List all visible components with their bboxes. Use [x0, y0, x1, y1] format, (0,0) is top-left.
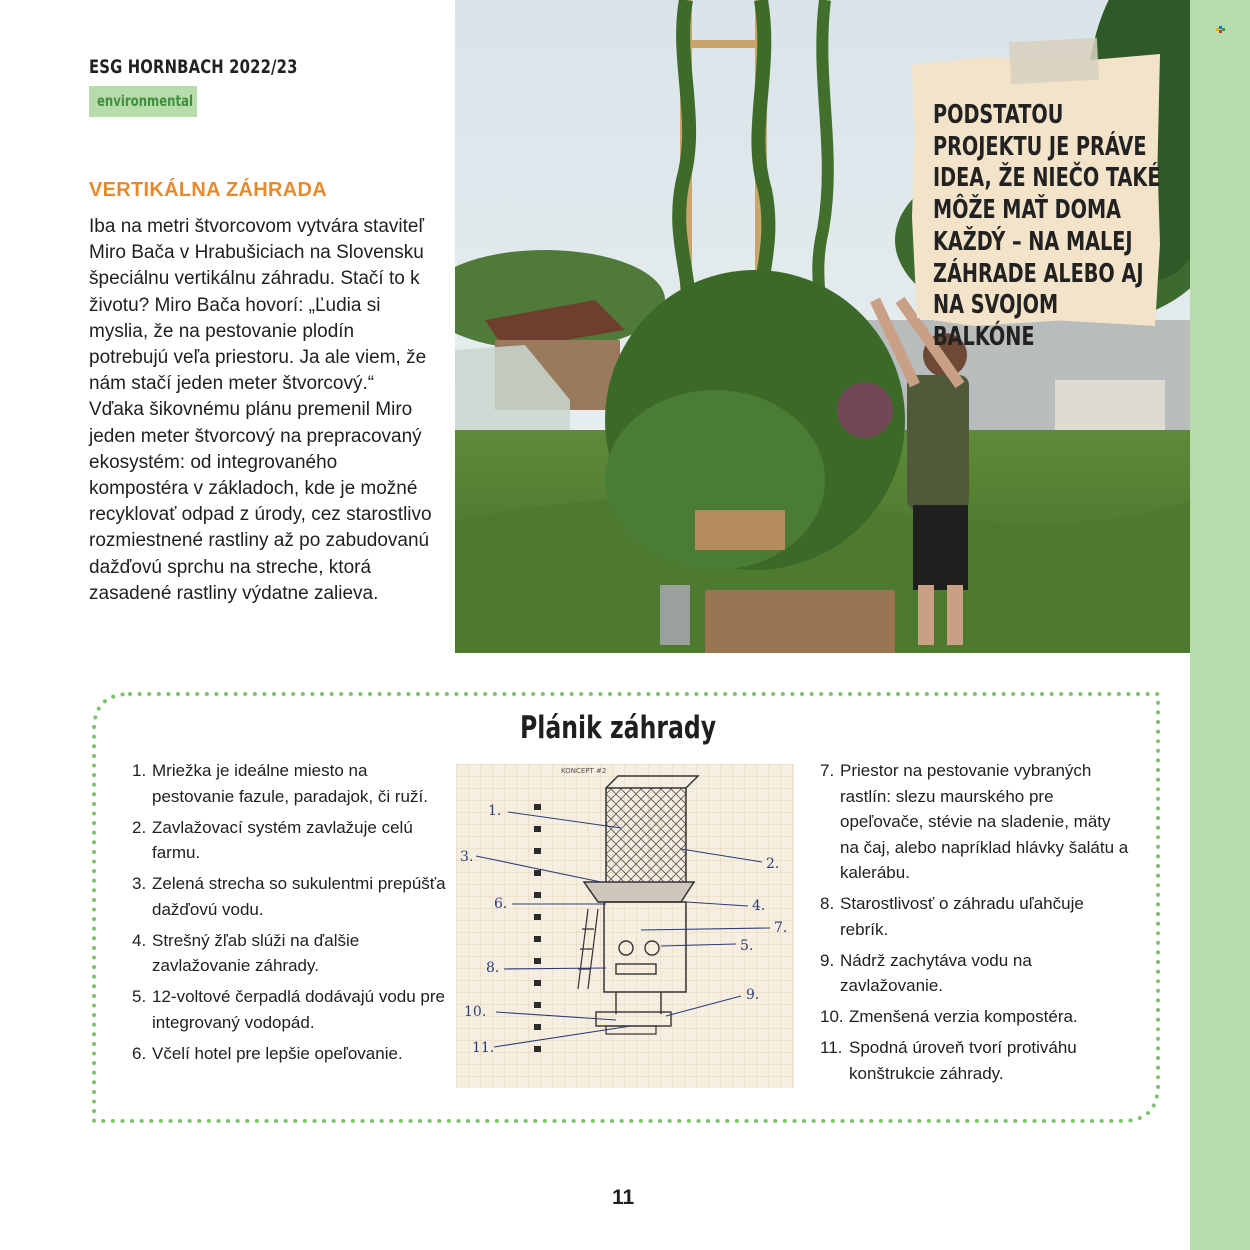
list-item: 9. Nádrž zachytáva vodu na zavlažovanie.	[820, 950, 1032, 995]
list-item: 8. Starostlivosť o záhradu uľahčuje rebrík.	[820, 894, 1084, 939]
page-number: 11	[612, 1186, 635, 1209]
plan-list-right	[820, 758, 1130, 1092]
list-item: 2. Zavlažovací systém zavlažuje celú farmu.	[132, 817, 413, 862]
sketch-label-3: 3.	[460, 849, 474, 865]
sketch-caption: KONCEPT #2	[561, 767, 607, 775]
list-item: 6. Včelí hotel pre lepšie opeľovanie.	[132, 1043, 403, 1063]
sketch-label-1: 1.	[488, 803, 502, 819]
category-tag	[89, 86, 197, 117]
list-item: 7. Priestor na pestovanie vybraných rastlín: slezu maurského pre opeľovače, stévie na sladenie, mäty na čaj, alebo napríklad hlávky šalátu a kalerábu.	[820, 761, 1129, 882]
article-body: Iba na metri štvorcovom vytvára staviteľ Miro Bača v Hrabušiciach na Slovensku špeciálnu vertikálnu záhradu. Stačí to k životu? Miro Bača hovorí: „Ľudia si myslia, že na pestovanie plodín potrebujú veľa priestoru. Ja ale viem, že nám stačí jeden meter štvorcový.“ Vďaka šikovnému plánu premenil Miro jeden meter štvorcový na prepracovaný ekosystém: od integrovaného kompostéra v základoch, kde je možné recyklovať odpad z úrody, cez starostlivo rozmiestnené rastliny až po zabudovanú dažďovú sprchu na streche, ktorá zasadené rastliny výdatne zalieva.	[89, 216, 432, 604]
corner-color-dots	[1216, 26, 1226, 34]
side-color-strip	[1190, 0, 1250, 1250]
sketch-label-10: 10.	[464, 1004, 487, 1020]
list-item: 4. Strešný žľab slúži na ďalšie zavlažovanie záhrady.	[132, 930, 360, 975]
list-item: 1. Mriežka je ideálne miesto na pestovanie fazule, paradajok, či ruží.	[132, 761, 428, 806]
plan-list-left	[132, 758, 452, 1072]
garden-plan-sketch	[456, 764, 794, 1088]
sketch-label-6: 6.	[494, 896, 508, 912]
sketch-label-2: 2.	[766, 856, 780, 872]
list-item: 11. Spodná úroveň tvorí protiváhu konštrukcie záhrady.	[820, 1038, 1077, 1083]
list-item: 10. Zmenšená verzia kompostéra.	[820, 1007, 1078, 1026]
sketch-label-9: 9.	[746, 987, 760, 1003]
sketch-label-5: 5.	[740, 938, 754, 954]
list-item: 3. Zelená strecha so sukulentmi prepúšťa dažďovú vodu.	[132, 874, 446, 919]
section-heading: VERTIKÁLNA ZÁHRADA	[89, 179, 327, 201]
quote-note-text: PODSTATOU PROJEKTU JE PRÁVE IDEA, ŽE NIEČO TAKÉ MÔŽE MAŤ DOMA KAŽDÝ – NA MALEJ ZÁHRADE ALEBO AJ NA SVOJOM BALKÓNE	[933, 100, 1161, 352]
sketch-label-8: 8.	[486, 960, 500, 976]
sketch-label-4: 4.	[752, 898, 766, 914]
report-title: ESG HORNBACH 2022/23	[89, 56, 298, 78]
category-tag-label: environmental	[97, 92, 194, 110]
sketch-label-7: 7.	[774, 920, 788, 936]
plan-title: Plánik záhrady	[520, 710, 717, 746]
sketch-label-11: 11.	[472, 1040, 495, 1056]
note-tape	[1009, 38, 1099, 85]
list-item: 5. 12-voltové čerpadlá dodávajú vodu pre integrovaný vodopád.	[132, 987, 445, 1032]
